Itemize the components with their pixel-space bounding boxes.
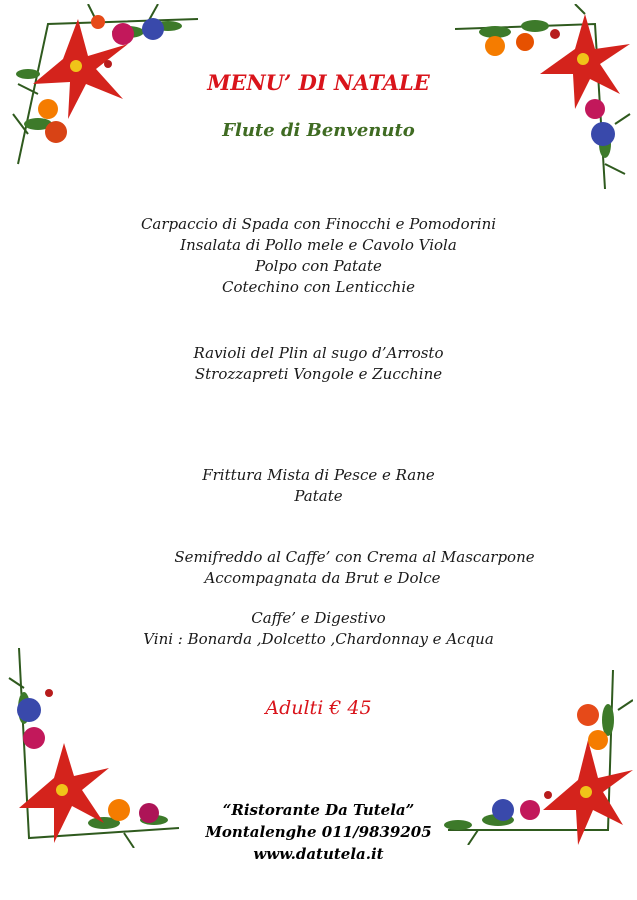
dessert-item: Accompagnata da Brut e Dolce: [204, 569, 441, 587]
restaurant-address: Montalenghe 011/9839205: [205, 823, 432, 841]
poinsettia-garland-top-right-icon: [455, 4, 633, 194]
dessert-item: Semifreddo al Caffe’ con Crema al Mascarpone: [174, 548, 535, 566]
welcome-drink: Flute di Benvenuto: [222, 120, 415, 141]
menu-title: MENU’ DI NATALE: [207, 70, 430, 95]
secondo-item: Frittura Mista di Pesce e Rane: [202, 466, 435, 484]
adult-price: Adulti € 45: [265, 697, 372, 719]
antipasto-item: Carpaccio di Spada con Finocchi e Pomodorini: [140, 215, 497, 233]
antipasto-item: Polpo con Patate: [255, 257, 382, 275]
wine-list: Vini : Bonarda ,Dolcetto ,Chardonnay e Acqua: [143, 630, 494, 648]
restaurant-name: “Ristorante Da Tutela”: [222, 801, 415, 819]
antipasto-item: Cotechino con Lenticchie: [221, 278, 416, 296]
antipasto-item: Insalata di Pollo mele e Cavolo Viola: [180, 236, 457, 254]
primo-item: Strozzapreti Vongole e Zucchine: [194, 365, 443, 383]
secondo-item: Patate: [294, 487, 343, 505]
final-item: Caffe’ e Digestivo: [251, 609, 386, 627]
restaurant-website: www.datutela.it: [253, 845, 384, 863]
primo-item: Ravioli del Plin al sugo d’Arrosto: [193, 344, 444, 362]
